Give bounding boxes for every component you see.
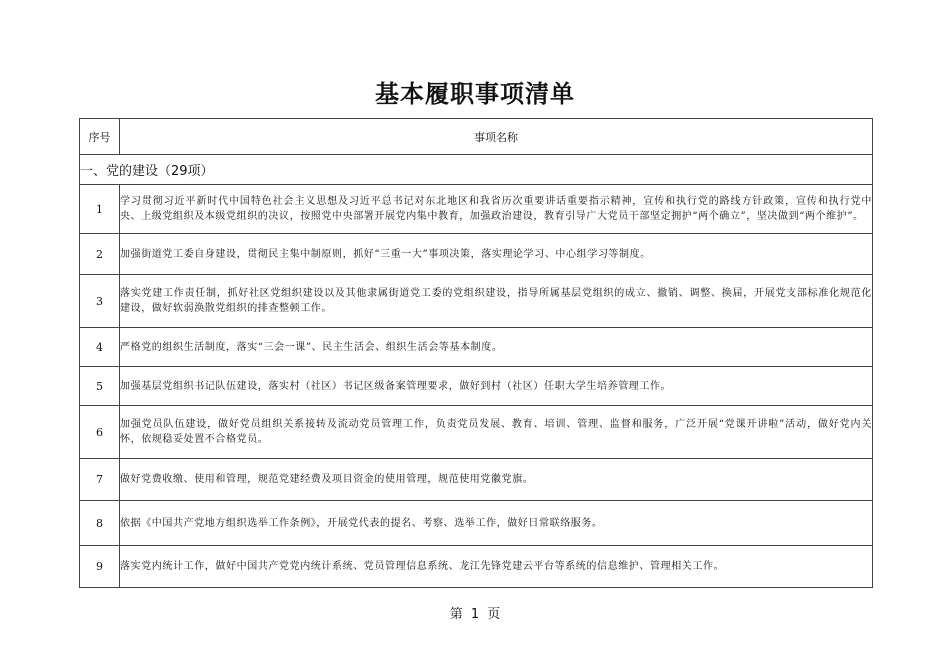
table-row xyxy=(80,234,873,275)
table-row xyxy=(80,275,873,328)
item-description: 加强街道党工委自身建设，贯彻民主集中制原则，抓好“三重一大”事项决策，落实理论学习、中心组学习等制度。 xyxy=(120,234,873,275)
item-description: 严格党的组织生活制度，落实“三会一课”、民主生活会、组织生活会等基本制度。 xyxy=(120,328,873,367)
item-description: 落实党建工作责任制，抓好社区党组织建设以及其他隶属街道党工委的党组织建设，指导所属基层党组织的成立、撤销、调整、换届，开展党支部标准化规范化建设，做好软弱涣散党组织的排查整顿工作。 xyxy=(120,275,873,328)
item-number: 8 xyxy=(80,501,120,546)
table-row xyxy=(80,546,873,588)
table-row xyxy=(80,185,873,234)
item-number: 1 xyxy=(80,185,120,234)
duty-list-table xyxy=(79,118,873,588)
item-number: 6 xyxy=(80,406,120,459)
header-item-name: 事项名称 xyxy=(120,119,873,155)
page-title: 基本履职事项清单 xyxy=(375,80,575,108)
section-title: 一、党的建设（29项） xyxy=(80,155,873,185)
table-row xyxy=(80,501,873,546)
item-number: 9 xyxy=(80,546,120,588)
item-description: 学习贯彻习近平新时代中国特色社会主义思想及习近平总书记对东北地区和我省历次重要讲话重要指示精神，宣传和执行党的路线方针政策，宣传和执行党中央、上级党组织及本级党组织的决议，按照党中央部署开展党内集中教育，加强政治建设，教育引导广大党员干部坚定拥护“两个确立”，坚决做到“两个维护”。 xyxy=(120,185,873,234)
item-description: 加强党员队伍建设，做好党员组织关系接转及流动党员管理工作，负责党员发展、教育、培训、管理、监督和服务，广泛开展“党课开讲啦”活动，做好党内关怀，依规稳妥处置不合格党员。 xyxy=(120,406,873,459)
item-description: 加强基层党组织书记队伍建设，落实村（社区）书记区级备案管理要求，做好到村（社区）任职大学生培养管理工作。 xyxy=(120,367,873,406)
item-description: 依据《中国共产党地方组织选举工作条例》，开展党代表的提名、考察、选举工作，做好日常联络服务。 xyxy=(120,501,873,546)
item-number: 3 xyxy=(80,275,120,328)
item-description: 落实党内统计工作，做好中国共产党党内统计系统、党员管理信息系统、龙江先锋党建云平台等系统的信息维护、管理相关工作。 xyxy=(120,546,873,588)
item-number: 7 xyxy=(80,459,120,501)
table-row xyxy=(80,328,873,367)
item-number: 5 xyxy=(80,367,120,406)
section-row xyxy=(80,155,873,185)
table-row xyxy=(80,406,873,459)
header-serial-number: 序号 xyxy=(80,119,120,155)
table-row xyxy=(80,367,873,406)
page-number-footer: 第 1 页 xyxy=(449,607,501,622)
item-number: 2 xyxy=(80,234,120,275)
item-number: 4 xyxy=(80,328,120,367)
table-row xyxy=(80,459,873,501)
item-description: 做好党费收缴、使用和管理，规范党建经费及项目资金的使用管理，规范使用党徽党旗。 xyxy=(120,459,873,501)
table-header-row xyxy=(80,119,873,155)
